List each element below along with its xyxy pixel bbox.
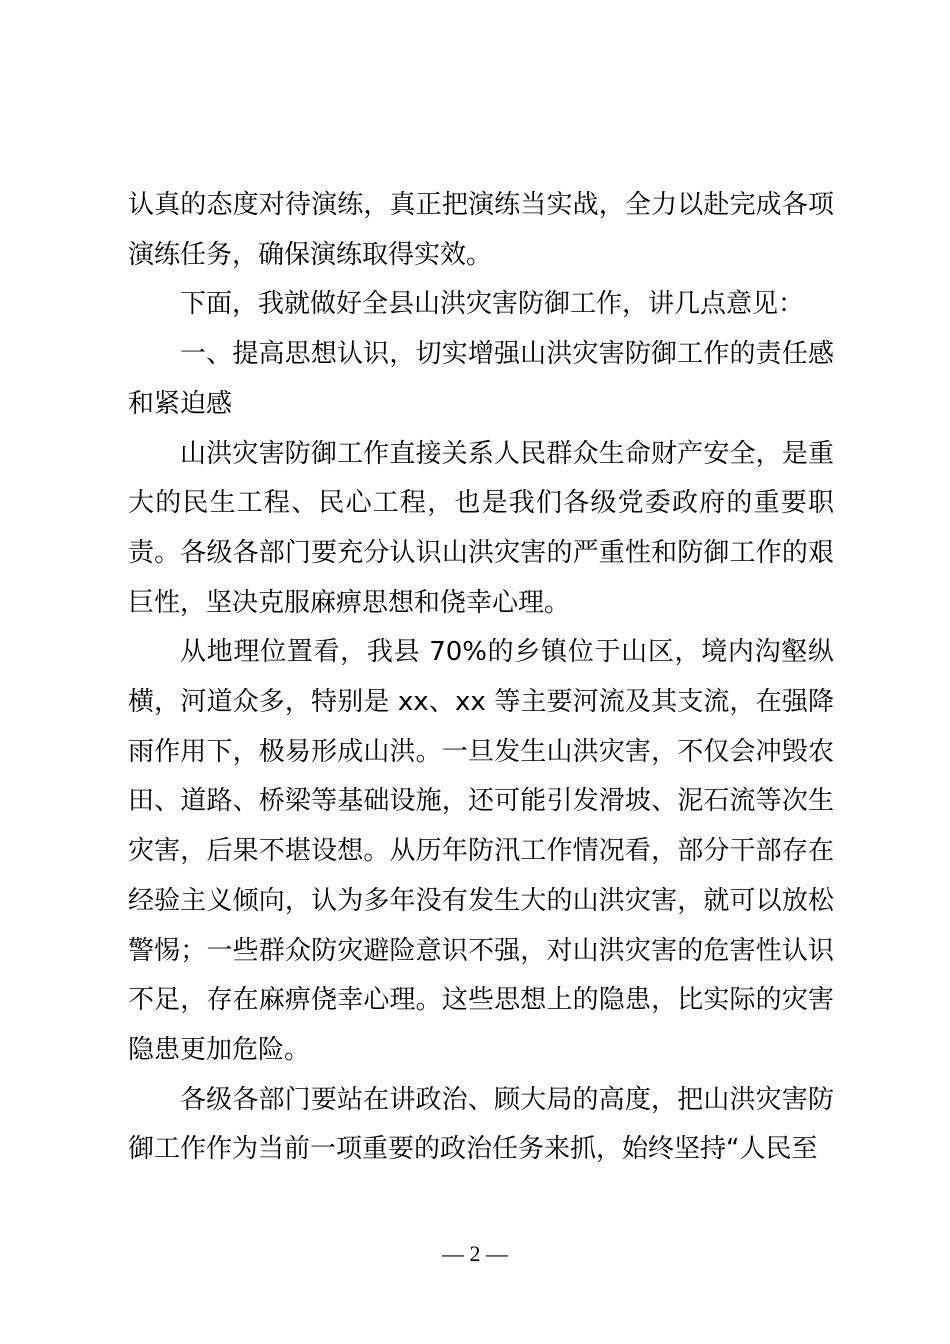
paragraph-body: 山洪灾害防御工作直接关系人民群众生命财产安全，是重大的民生工程、民心工程，也是我们各级党委政府的重要职责。各级各部门要充分认识山洪灾害的严重性和防御工作的艰巨性，坚决克服麻痹思想和侥幸心理。 (128, 438, 834, 618)
paragraph-body: 各级各部门要站在讲政治、顾大局的高度，把山洪灾害防御工作作为当前一项重要的政治任务来抓，始终坚持“人民至 (128, 1084, 834, 1165)
paragraph-continuation: 认真的态度对待演练，真正把演练当实战，全力以赴完成各项演练任务，确保演练取得实效。 (128, 190, 834, 270)
paragraph-intro: 下面，我就做好全县山洪灾害防御工作，讲几点意见： (180, 289, 805, 320)
document-body (128, 181, 834, 1175)
page-number: — 2 — (442, 1241, 508, 1266)
section-heading-1: 一、提高思想认识，切实增强山洪灾害防御工作的责任感和紧迫感 (128, 339, 834, 419)
paragraph-body: 从地理位置看，我县 70%的乡镇位于山区，境内沟壑纵横，河道众多，特别是 xx、xx 等主要河流及其支流，在强降雨作用下，极易形成山洪。一旦发生山洪灾害，不仅会冲毁农田、道路、桥梁等基础设施，还可能引发滑坡、泥石流等次生灾害，后果不堪设想。从历年防汛工作情况看，部分干部存在经验主义倾向，认为多年没有发生大的山洪灾害，就可以放松警惕；一些群众防灾避险意识不强，对山洪灾害的危害性认识不足，存在麻痹侥幸心理。这些思想上的隐患，比实际的灾害隐患更加危险。 (128, 637, 834, 1065)
